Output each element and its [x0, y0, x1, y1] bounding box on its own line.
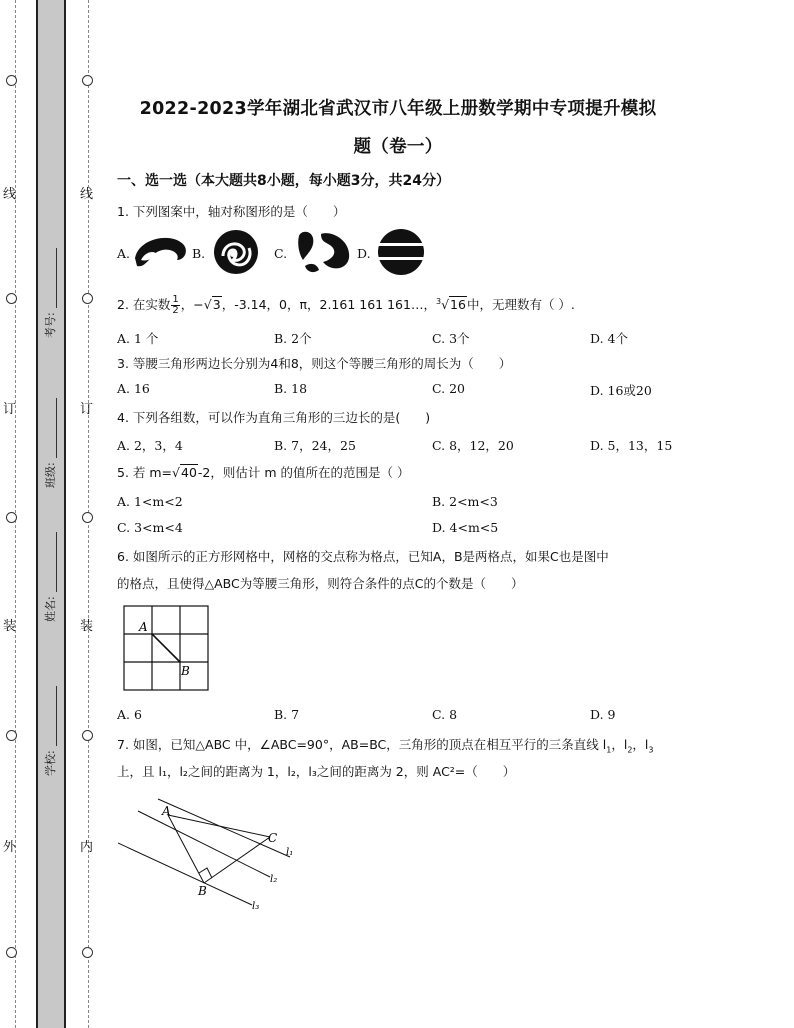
q5-option-c[interactable]: C. 3<m<4	[117, 520, 183, 535]
q6-option-c[interactable]: C. 8	[432, 707, 458, 722]
q3-option-c[interactable]: C. 20	[432, 381, 465, 396]
q6-option-a[interactable]: A. 6	[117, 707, 142, 722]
punch-hole-icon	[6, 730, 17, 741]
q5-option-d[interactable]: D. 4<m<5	[432, 520, 499, 535]
q7-line-l2-label: l₂	[270, 874, 278, 885]
q7-point-c-label: C	[268, 831, 278, 845]
section-heading: 一、选一选（本大题共8小题，每小题3分，共24分）	[117, 173, 450, 189]
q1-option-a-label[interactable]: A.	[117, 246, 131, 261]
q2-option-a[interactable]: A. 1 个	[117, 331, 159, 346]
q5-option-b[interactable]: B. 2<m<3	[432, 494, 498, 509]
exam-no-field[interactable]	[42, 248, 58, 338]
q6-option-b[interactable]: B. 7	[274, 707, 300, 722]
question-2-stem	[117, 290, 575, 316]
name-field[interactable]	[42, 532, 58, 622]
q2-text-pre: 2. 在实数	[117, 297, 171, 313]
class-label: 班级:	[44, 462, 57, 488]
q2-number-list: ，-3.14，0，π，2.161 161 161…，	[221, 297, 436, 313]
question-5-stem	[117, 463, 409, 481]
inner-mark-zhuang: 装	[80, 619, 94, 634]
sqrt-icon: √	[203, 297, 212, 313]
punch-hole-icon	[82, 293, 93, 304]
question-1-stem: 1. 下列图案中，轴对称图形的是（ ）	[117, 204, 346, 219]
q2-frac-den: 2	[172, 305, 179, 317]
q4-option-c[interactable]: C. 8，12，20	[432, 438, 514, 453]
q4-option-b[interactable]: B. 7，24，25	[274, 438, 356, 453]
q7-line1-text: 7. 如图，已知△ABC 中，∠ABC=90°，AB=BC，三角形的顶点在相互平行的三条直线 l	[117, 737, 607, 752]
q2-option-c[interactable]: C. 3个	[432, 331, 470, 346]
q1-option-c-figure-icon[interactable]	[291, 226, 355, 278]
q5-text-post: -2，则估计 m 的值所在的范围是（ ）	[197, 465, 410, 480]
q5-radicand: 40	[181, 465, 197, 480]
q7-line-l1-label: l₁	[286, 847, 294, 858]
q6-grid-figure	[118, 600, 214, 696]
outer-mark-xian: 线	[3, 187, 17, 202]
q1-option-d-label[interactable]: D.	[357, 246, 371, 261]
q7-line-l3-label: l₃	[252, 901, 260, 912]
q7-point-b-label: B	[198, 884, 207, 898]
q1-option-b-label[interactable]: B.	[192, 246, 206, 261]
q1-option-b-figure-icon[interactable]	[207, 226, 265, 278]
page-title: 2022-2023学年湖北省武汉市八年级上册数学期中专项提升模拟	[139, 99, 657, 119]
q2-radicand-2: 16	[450, 297, 466, 313]
outer-mark-zhuang: 装	[3, 619, 17, 634]
question-3-stem: 3. 等腰三角形两边长分别为4和8，则这个等腰三角形的周长为（ ）	[117, 356, 512, 371]
cube-root-icon: √	[441, 297, 450, 313]
q2-radicand-1: 3	[212, 297, 221, 313]
punch-hole-icon	[6, 75, 17, 86]
punch-hole-icon	[82, 512, 93, 523]
q4-option-a[interactable]: A. 2，3，4	[117, 438, 183, 453]
punch-hole-icon	[6, 293, 17, 304]
q1-option-d-figure-icon[interactable]	[374, 226, 428, 278]
binding-band	[36, 0, 66, 1028]
page-title-cont: 题（卷一）	[353, 137, 443, 157]
q2-root-index: 3	[435, 297, 442, 306]
question-6-line2: 的格点，且使得△ABC为等腰三角形，则符合条件的点C的个数是（ ）	[117, 576, 524, 591]
q6-option-d[interactable]: D. 9	[590, 707, 616, 722]
q2-option-b[interactable]: B. 2个	[274, 331, 312, 346]
q6-point-b-label: B	[181, 664, 190, 678]
q1-option-a-figure-icon[interactable]	[131, 230, 189, 274]
school-field[interactable]	[42, 686, 58, 776]
q6-point-a-label: A	[139, 620, 148, 634]
q5-option-a[interactable]: A. 1<m<2	[117, 494, 183, 509]
question-4-stem: 4. 下列各组数，可以作为直角三角形的三边长的是( )	[117, 410, 431, 425]
punch-hole-icon	[6, 512, 17, 523]
question-7-line1: 7. 如图，已知△ABC 中，∠ABC=90°，AB=BC，三角形的顶点在相互平行的三条直线 $l_1$，$l_2$，$l_3$	[117, 737, 654, 755]
q2-text-mid: ，−	[180, 297, 204, 313]
q2-fraction	[171, 295, 179, 316]
inner-mark-nei: 内	[80, 840, 94, 855]
exam-no-label: 考号:	[44, 312, 57, 338]
q7-figure	[118, 785, 298, 913]
school-label: 学校:	[44, 750, 57, 776]
q3-option-b[interactable]: B. 18	[274, 381, 308, 396]
q1-option-c-label[interactable]: C.	[274, 246, 288, 261]
name-label: 姓名:	[44, 596, 57, 622]
sqrt-icon: √	[172, 465, 180, 480]
question-6-line1: 6. 如图所示的正方形网格中，网格的交点称为格点，已知A，B是两格点，如果C也是图中	[117, 549, 609, 564]
q2-option-d[interactable]: D. 4个	[590, 331, 628, 346]
q3-option-a[interactable]: A. 16	[117, 381, 150, 396]
inner-mark-ding: 订	[80, 402, 94, 417]
class-field[interactable]	[42, 398, 58, 488]
q4-option-d[interactable]: D. 5，13，15	[590, 438, 673, 453]
q3-option-d[interactable]: D. 16或20	[590, 383, 652, 398]
q2-frac-num: 1	[172, 294, 179, 306]
punch-hole-icon	[82, 75, 93, 86]
q2-text-post: 中，无理数有（ ）.	[466, 297, 575, 313]
outer-mark-ding: 订	[3, 402, 17, 417]
q5-text-pre: 5. 若 m=	[117, 465, 173, 480]
inner-mark-xian: 线	[80, 187, 94, 202]
q7-point-a-label: A	[162, 804, 171, 818]
question-7-line2: 上，且 l₁，l₂之间的距离为 1，l₂，l₃之间的距离为 2，则 AC²=（ ）	[117, 764, 516, 779]
punch-hole-icon	[82, 730, 93, 741]
punch-hole-icon	[82, 947, 93, 958]
outer-mark-wai: 外	[3, 840, 17, 855]
punch-hole-icon	[6, 947, 17, 958]
